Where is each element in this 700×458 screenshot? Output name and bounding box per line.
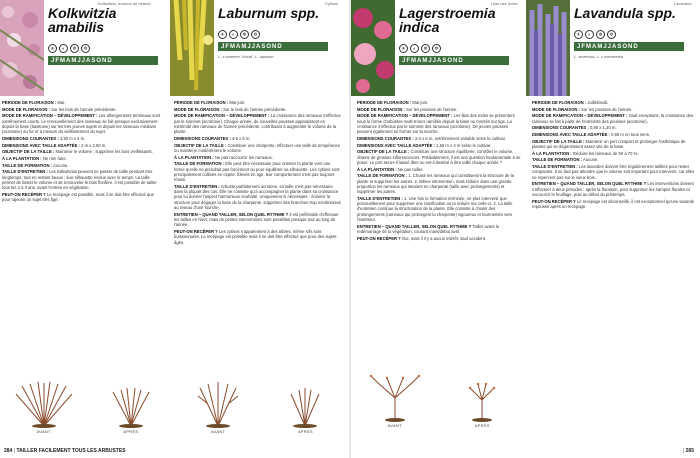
paragraph: PÉRIODE DE FLORAISON : Mai.: [2, 100, 66, 105]
photo-caption: Cytises: [325, 1, 339, 6]
shrub-before-icon: [186, 380, 250, 428]
sketch-label-before: AVANT: [36, 429, 51, 434]
sketch-after: [454, 374, 510, 428]
paragraph: ENTRETIEN – QUAND TAILLER, SELON QUEL RYTHME ? Il est préférable d'effectuer les tailles en hiver, mais de petites interventions sont possibles presque tout au long de l'année.: [174, 211, 339, 228]
paragraph: ENTRETIEN – QUAND TAILLER, SELON QUEL RYTHME ? Les interventions doivent s'effectuer à deux périodes : après la floraison, pour supprimer les hampes florales et raccourcir le feuillage, puis au début du printemps.: [532, 181, 694, 197]
half-shade-icon: ◐: [410, 44, 419, 53]
book-title: TAILLER FACILEMENT TOUS LES ARBUSTES: [16, 448, 126, 454]
photo-caption: Kolkwitzia, buisson de beauté: [98, 1, 151, 6]
sketch-label-before: AVANT: [387, 423, 402, 428]
paragraph: MODE DE FLORAISON : Sur les pousses de l'année.: [357, 106, 458, 112]
sun-icon: ☀: [399, 44, 408, 53]
paragraph: DIMENSIONS COURANTES : 0,80 x 1,20 m.: [532, 125, 617, 131]
snowflake-icon: ❄: [596, 30, 605, 39]
sketch-label-before: AVANT: [211, 429, 226, 434]
paragraph: TAILLE DE FORMATION : Aucune.: [2, 162, 69, 168]
sketch-before: [183, 380, 253, 434]
paragraph: OBJECTIF DE LA TAILLE : Constituer une charpente, effectuer une taille de tempérance ou maintenir modérément le volume.: [174, 142, 341, 153]
plant-title: Lagerstroemia indica: [399, 5, 496, 35]
photo-caption: Lilas des Indes: [491, 1, 518, 6]
page-number-left: 284: [4, 448, 13, 454]
paragraph: PÉRIODE DE FLORAISON : Mai-juin.: [357, 100, 429, 105]
half-shade-icon: ◐: [59, 44, 68, 53]
footer-right: | 285: [682, 448, 694, 454]
half-shade-icon: ◐: [229, 30, 238, 39]
photo-laburnum: [170, 0, 214, 96]
cultivation-icons: [399, 44, 441, 54]
plant-title: Lavandula spp.: [574, 5, 676, 21]
hardiness-icon: ✲: [607, 30, 616, 39]
plant-title: Kolkwitzia amabilis: [48, 5, 117, 35]
sun-icon: ☀: [218, 30, 227, 39]
flowering-calendar: JFMAMJJASOND: [48, 56, 158, 65]
paragraph: DIMENSIONS COURANTES : 3,50 m x 4 m.: [2, 135, 86, 141]
sketch-before: [367, 374, 423, 428]
plant-description: [174, 100, 342, 340]
snowflake-icon: ❄: [421, 44, 430, 53]
cultivation-icons: [574, 30, 616, 40]
paragraph: MODE DE FLORAISON : Sur le bois de l'année précédente.: [174, 106, 287, 112]
species-list: L. x watereri 'Vossii', L. alpinum: [218, 54, 274, 59]
paragraph: À LA PLANTATION : Ne pas tailler.: [357, 166, 424, 172]
paragraph: À LA PLANTATION : Réduire les rameaux de 50 à 70 %.: [532, 150, 639, 156]
paragraph: PEUT-ON RECÉPER ? Oui, mais il n'y a aucun intérêt, sauf accident.: [357, 235, 487, 241]
paragraph: TAILLE DE FORMATION : 1. Choisir les rameaux qui constitueront la structure de la plante et supprimer les autres. 2. Même intervention, mais réduire dans une grande proportion les rameaux qui seraient en charpente (taille avec prolongements) et supprimer les autres.: [357, 173, 514, 195]
sketch-label-after: APRÈS: [123, 429, 139, 434]
paragraph: OBJECTIF DE LA TAILLE : Maintenir un port compact et prolonger l'esthétique de plantes qui se dégarnissent assez vite de la base.: [532, 138, 686, 150]
paragraph: MODE DE RAMIFICATION – DÉVELOPPEMENT : Sauf exceptions, la croissance des rameaux se fait à partir de l'extrémité des pousses (acrotonie).: [532, 113, 694, 124]
plant-title: Laburnum spp.: [218, 5, 320, 21]
photo-lagerstroemia: [351, 0, 395, 96]
lagerstroemia-before-icon: [363, 374, 427, 422]
photo-kolkwitzia: [0, 0, 44, 96]
pruning-sketches-right: [351, 358, 526, 428]
plant-description: [357, 100, 521, 356]
sketch-before: [9, 380, 79, 434]
paragraph: DIMENSIONS AVEC TAILLE ADAPTÉE : 2 m x 2,50 m.: [2, 142, 107, 148]
sketch-after: [270, 380, 340, 434]
plant-photo: [526, 0, 570, 96]
shrub-after-icon: [99, 380, 163, 428]
sketch-after: [96, 380, 166, 434]
half-shade-icon: ◐: [585, 30, 594, 39]
plant-description: [532, 100, 696, 442]
hardiness-icon: ✲: [432, 44, 441, 53]
paragraph: DIMENSIONS COURANTES : 4-5 x 6 m.: [174, 135, 251, 141]
flowering-calendar: JFMAMJJASOND: [574, 42, 684, 51]
shrub-before-icon: [12, 380, 76, 428]
hardiness-icon: ✲: [251, 30, 260, 39]
paragraph: MODE DE FLORAISON : Sur les bois de l'année précédente.: [2, 106, 117, 112]
footer-left: 284 | TAILLER FACILEMENT TOUS LES ARBUSTES: [4, 448, 126, 454]
paragraph: ENTRETIEN – QUAND TAILLER, SELON QUEL RYTHME ? Tailler avant le redémarrage de la végétation, courant mars/début avril.: [357, 223, 500, 235]
paragraph: À LA PLANTATION : Ne pas raccourcir les rameaux.: [174, 154, 273, 160]
lagerstroemia-after-icon: [450, 374, 514, 422]
paragraph: TAILLE DE FORMATION : Elle peut être nécessaire pour orienter la plante vers une forme qu'elle ne prendrait pas forcément ou pour équilibrer sa silhouette. Les cytises sont principalement cultivés en cépée. Élevés en tige, leur comportement n'est pas toujours réussi.: [174, 161, 340, 183]
flowering-calendar: JFMAMJJASOND: [218, 42, 328, 51]
paragraph: OBJECTIF DE LA TAILLE : Maintenir le volume ; supprimer les bois vieillissants.: [2, 149, 153, 155]
paragraph: DIMENSIONS AVEC TAILLE ADAPTÉE : 1,50 m x 4 m selon le cultivar.: [357, 142, 492, 148]
hardiness-icon: ✲: [81, 44, 90, 53]
paragraph: TAILLE DE FORMATION : Aucune.: [532, 157, 599, 163]
photo-caption: Lavandes: [674, 1, 692, 6]
sketch-label-after: APRÈS: [474, 423, 490, 428]
plant-photo: [351, 0, 395, 96]
paragraph: OBJECTIF DE LA TAILLE : Constituer une structure équilibrée, contrôler le volume, obtenir de grosses inflorescences. Préalablement, il est une question fondamentale à se poser. Le port sera-t-il laissé libre ou est-il destiné à être taillé chaque année ?: [357, 149, 521, 165]
cultivation-icons: [218, 30, 260, 40]
paragraph: PÉRIODE DE FLORAISON : Mai-juin.: [174, 100, 246, 105]
photo-lavandula: [526, 0, 570, 96]
paragraph: DIMENSIONS COURANTES : 2-3 x 6 m, extrêmement variable selon le cultivar.: [357, 135, 506, 141]
paragraph: PEUT-ON RECÉPER ? Les cytises s'apparentent à des arbres, même s'ils sont buissonnants. Le recépage est possible mais il ne doit être effectué que pour des sujets âgés.: [174, 229, 337, 245]
flowering-calendar: JFMAMJJASOND: [399, 56, 509, 65]
sun-icon: ☀: [48, 44, 57, 53]
paragraph: MODE DE RAMIFICATION – DÉVELOPPEMENT : La croissance des rameaux s'effectue par le sommet (acrotonie). Chaque année, de nouvelles pousses apparaissent en extrémité des rameaux de l'année précédente, contribuant à augmenter le volume de la plante.: [174, 113, 341, 135]
paragraph: MODE DE FLORAISON : Sur les pousses de l'année.: [532, 106, 633, 112]
paragraph: TAILLE D'ENTRETIEN : Les kolkwitzias peuvent se passer de taille pendant très longtemps, tout en restant beaux ; leur silhouette évolue avec le temps. La taille permet de limiter le volume et de renouveler le bois florifère. Il est possible de tailler tous les 2 à 3 ans, avant l'entrée en végétation.: [2, 169, 157, 191]
plant-photo: [170, 0, 214, 96]
plant-photo: [0, 0, 44, 96]
pruning-sketches-left: [0, 372, 349, 434]
paragraph: À LA PLANTATION : Ne rien faire.: [2, 156, 67, 162]
page-number-right: 285: [685, 448, 694, 454]
species-list: L. stoechas, L. x intermedia: [574, 54, 623, 59]
plant-column-4: [526, 0, 700, 458]
paragraph: TAILLE D'ENTRETIEN : Les lavandes doivent être régulièrement taillées pour rester compactes. Il ne faut pas attendre que le volume soit important pour intervenir, car elles ne repercent pas sur le vieux bois.: [532, 164, 695, 180]
shrub-after-icon: [273, 380, 337, 428]
paragraph: TAILLE D'ENTRETIEN : Arbuste parfaitement acrotone, sa taille n'est pas nécessaire dans la plupart des cas. Elle ne consiste qu'à accompagner la plante dans sa croissance pour lui donner l'aspect harmonieux souhaité. Uniquement si nécessaire : éclaircir la structure pour dégager la base de la charpente, supprimer des branches trop nombreuses au niveau d'une fourche.: [174, 183, 341, 211]
plant-description: [2, 100, 162, 400]
snowflake-icon: ❄: [70, 44, 79, 53]
paragraph: TAILLE D'ENTRETIEN : 1. Une fois la formation terminée, ne plus intervenir que ponctuellement pour supprimer une ramification ou la réduire sur celle-ci. 2. La taille d'entretien continue la structuration de la plante. Elle consiste à choisir des prolongements (rameaux qui prolongent la charpente) vigoureux et tourmentés vers l'extérieur.: [357, 195, 513, 223]
snowflake-icon: ❄: [240, 30, 249, 39]
paragraph: PÉRIODE DE FLORAISON : Juillet/août.: [532, 100, 609, 105]
sun-icon: ☀: [574, 30, 583, 39]
paragraph: PEUT-ON RECÉPER ? Le recépage est possible, mais il ne doit être effectué que pour rajeunir un sujet très âgé.: [2, 191, 154, 203]
paragraph: MODE DE RAMIFICATION – DÉVELOPPEMENT : Les allongements terminaux sont extrêmement courts. Le renouvellement des rameaux se fait presque exclusivement depuis la base (basitonie) sur les très jeunes sujets et depuis les rameaux médians (acrotonie) au fur et à mesure du vieillissement du sujet.: [2, 113, 161, 135]
paragraph: PEUT-ON RECÉPER ? Le recépage est déconseillé, il est exceptionnel qu'une lavande repousse après un recépage.: [532, 198, 695, 209]
paragraph: DIMENSIONS AVEC TAILLE ADAPTÉE : 0,60 m en tous sens.: [532, 132, 650, 138]
sketch-label-after: APRÈS: [297, 429, 313, 434]
cultivation-icons: [48, 44, 90, 54]
paragraph: MODE DE RAMIFICATION – DÉVELOPPEMENT : Les lilas des Indes se présentent sous la forme d'arbustes multi-troncs ramifiés depuis la base ou montés sur tige. La croissance s'effectue par le sommet des rameaux (acrotonie). De jeunes pousses peuvent également se former sur la souche.: [357, 113, 515, 135]
